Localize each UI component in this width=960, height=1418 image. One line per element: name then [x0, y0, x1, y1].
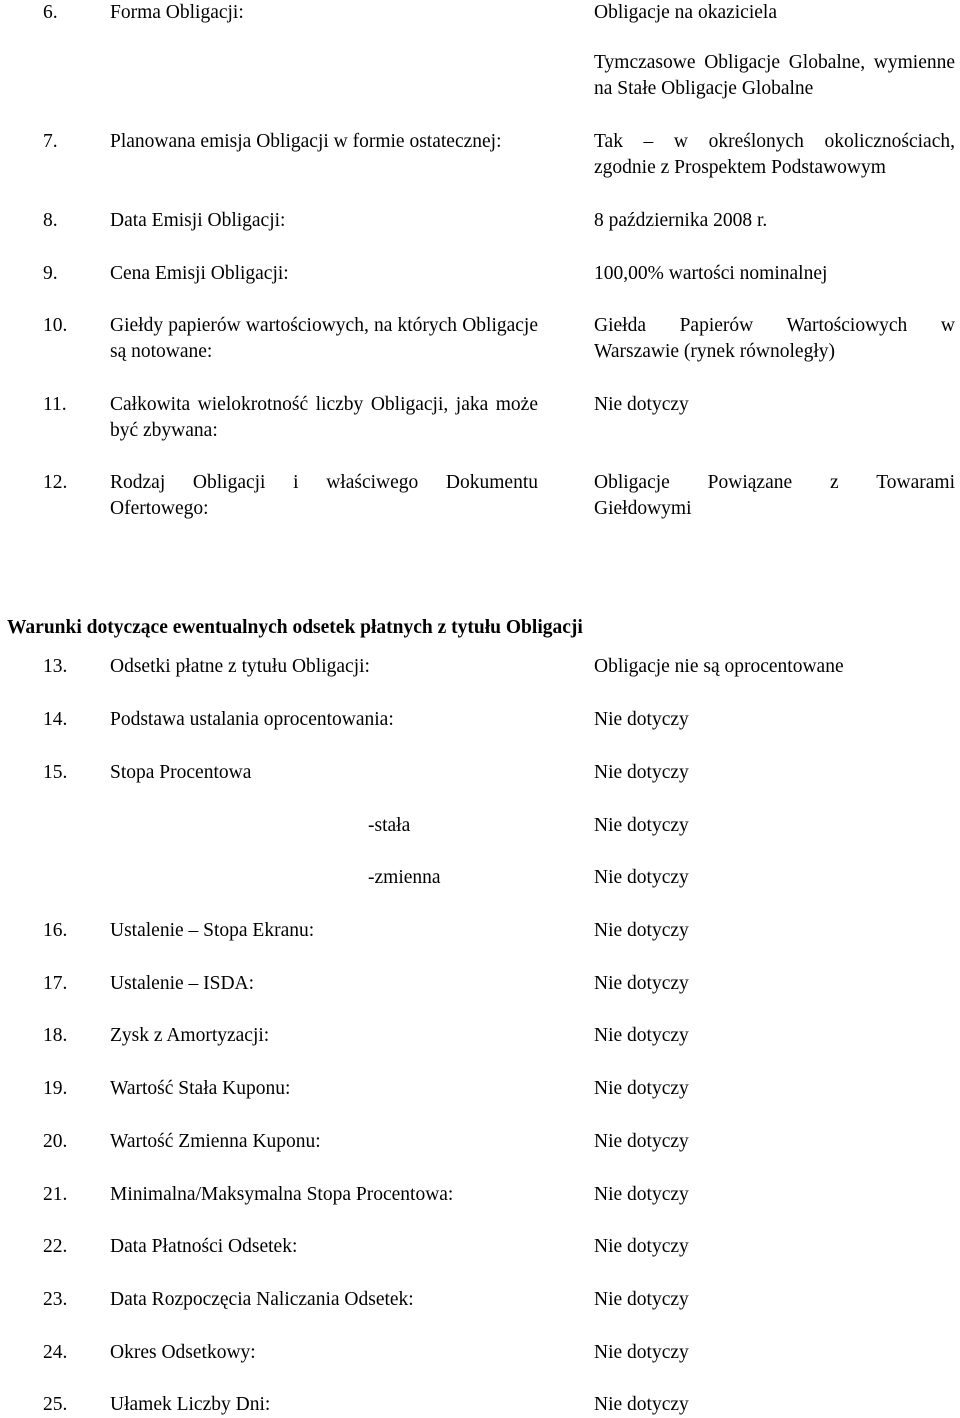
item-number: 22. — [43, 1236, 68, 1257]
item-label: Wartość Zmienna Kuponu: — [110, 1131, 321, 1152]
item-number: 8. — [43, 210, 58, 231]
item-value: Nie dotyczy — [594, 709, 689, 730]
item-number: 20. — [43, 1131, 68, 1152]
item-number: 23. — [43, 1289, 68, 1310]
item-number: 21. — [43, 1184, 68, 1205]
item-label: Ułamek Liczby Dni: — [110, 1394, 271, 1415]
item-number: 16. — [43, 920, 68, 941]
item-label: Odsetki płatne z tytułu Obligacji: — [110, 656, 370, 677]
item-value: Obligacje na okaziciela — [594, 2, 777, 23]
item-number: 13. — [43, 656, 68, 677]
item-number: 7. — [43, 131, 58, 152]
item-number: 24. — [43, 1342, 68, 1363]
item-label: Giełdy papierów wartościowych, na których Obligacje są notowane: — [110, 315, 538, 362]
item-value: 100,00% wartości nominalnej — [594, 263, 828, 284]
item-number: 18. — [43, 1025, 68, 1046]
item-number: 19. — [43, 1078, 68, 1099]
item-label: Rodzaj Obligacji i właściwego Dokumentu Ofertowego: — [110, 472, 538, 519]
item-value-secondary: Tymczasowe Obligacje Globalne, wymienne na Stałe Obligacje Globalne — [594, 52, 955, 99]
item-label: Data Płatności Odsetek: — [110, 1236, 298, 1257]
item-number: 6. — [43, 2, 58, 23]
item-label: Ustalenie – ISDA: — [110, 973, 255, 994]
item-label: Całkowita wielokrotność liczby Obligacji, jaka może być zbywana: — [110, 394, 538, 441]
sub-item-value: Nie dotyczy — [594, 815, 689, 836]
sub-item-label: -zmienna — [368, 867, 441, 888]
item-label: Cena Emisji Obligacji: — [110, 263, 289, 284]
item-value: Nie dotyczy — [594, 1131, 689, 1152]
item-label: Stopa Procentowa — [110, 762, 252, 783]
item-value: Nie dotyczy — [594, 394, 689, 415]
item-label: Okres Odsetkowy: — [110, 1342, 256, 1363]
item-value: Nie dotyczy — [594, 1236, 689, 1257]
item-value: Nie dotyczy — [594, 1289, 689, 1310]
item-label: Wartość Stała Kuponu: — [110, 1078, 291, 1099]
item-label: Minimalna/Maksymalna Stopa Procentowa: — [110, 1184, 454, 1205]
item-label: Forma Obligacji: — [110, 2, 244, 23]
item-value: Obligacje nie są oprocentowane — [594, 656, 844, 677]
item-number: 15. — [43, 762, 68, 783]
item-value: Nie dotyczy — [594, 762, 689, 783]
item-value: Nie dotyczy — [594, 1394, 689, 1415]
item-value: Giełda Papierów Wartościowych w Warszawie (rynek równoległy) — [594, 315, 955, 362]
sub-item-value: Nie dotyczy — [594, 867, 689, 888]
item-number: 9. — [43, 263, 58, 284]
item-number: 14. — [43, 709, 68, 730]
item-label: Data Emisji Obligacji: — [110, 210, 286, 231]
item-label: Podstawa ustalania oprocentowania: — [110, 709, 394, 730]
item-label: Data Rozpoczęcia Naliczania Odsetek: — [110, 1289, 414, 1310]
item-value: Nie dotyczy — [594, 1342, 689, 1363]
item-value: Obligacje Powiązane z Towarami Giełdowymi — [594, 472, 955, 519]
item-value: Nie dotyczy — [594, 1025, 689, 1046]
item-value: 8 października 2008 r. — [594, 210, 768, 231]
item-value: Nie dotyczy — [594, 1184, 689, 1205]
item-number: 17. — [43, 973, 68, 994]
item-label: Zysk z Amortyzacji: — [110, 1025, 270, 1046]
item-value: Nie dotyczy — [594, 973, 689, 994]
item-value: Nie dotyczy — [594, 1078, 689, 1099]
item-number: 25. — [43, 1394, 68, 1415]
item-value: Nie dotyczy — [594, 920, 689, 941]
item-label: Planowana emisja Obligacji w formie ostatecznej: — [110, 131, 502, 152]
item-number: 12. — [43, 472, 68, 493]
item-value: Tak – w określonych okolicznościach, zgodnie z Prospektem Podstawowym — [594, 131, 955, 178]
section-heading: Warunki dotyczące ewentualnych odsetek płatnych z tytułu Obligacji — [7, 617, 583, 638]
item-number: 10. — [43, 315, 68, 336]
item-number: 11. — [43, 394, 67, 415]
item-label: Ustalenie – Stopa Ekranu: — [110, 920, 315, 941]
sub-item-label: -stała — [368, 815, 411, 836]
